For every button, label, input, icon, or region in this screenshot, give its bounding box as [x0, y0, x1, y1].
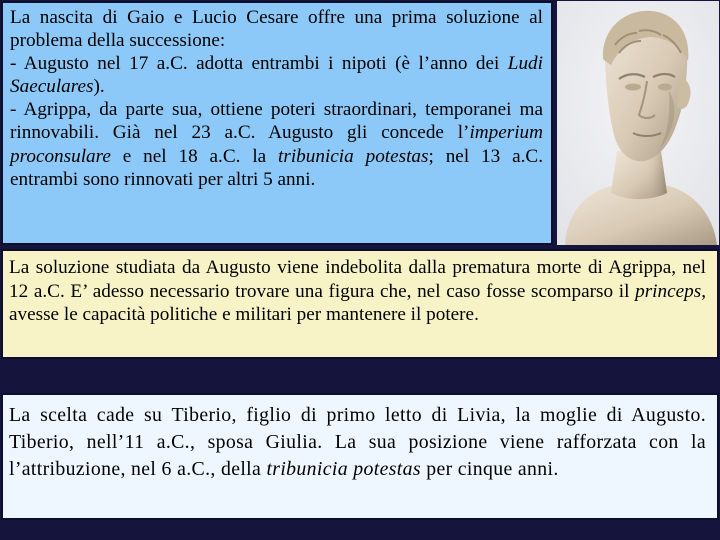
text-box-succession — [1, 1, 553, 245]
text-box-agrippa-death — [1, 249, 719, 359]
paragraph-tiberio — [9, 402, 706, 482]
paragraph-intro — [10, 6, 543, 52]
ludi-saeculares-text: Ludi Saeculares — [10, 53, 543, 98]
agrippa-death-text: La soluzione studiata da Augusto viene indebolita dalla prematura morte di Agrippa, nel 12 a.C. E’ adesso necessario trovare una figura che, nel caso fosse scomparso il — [9, 257, 706, 302]
bust-illustration — [557, 1, 719, 245]
tribunicia-potestas-text: tribunicia potestas — [266, 457, 421, 480]
imperium-text: imperium proconsulare — [10, 122, 543, 167]
augustus-bust-image — [557, 1, 719, 245]
augusto-text: - Augusto nel 17 a.C. adotta entrambi i nipoti (è l’anno dei — [10, 53, 508, 75]
tribunicia-text: tribunicia potestas — [278, 145, 429, 167]
agrippa-text-end: ; nel 13 a.C. entrambi sono rinnovati per altri 5 anni. — [10, 145, 543, 190]
princeps-text: princeps — [635, 280, 702, 302]
intro-text: La nascita di Gaio e Lucio Cesare offre una prima soluzione al problema della successione: — [10, 7, 543, 52]
text-box-tiberio — [1, 393, 719, 520]
tiberio-text: La scelta cade su Tiberio, figlio di primo letto di Livia, la moglie di Augusto. Tiberio, nell’11 a.C., sposa Giulia. La sua posizione viene rafforzata con la l’attribuzione, nel 6 a.C., della — [9, 404, 706, 480]
agrippa-text: - Agrippa, da parte sua, ottiene poteri straordinari, temporanei ma rinnovabili. Già nel 23 a.C. Augusto gli concede l’ — [10, 99, 543, 144]
agrippa-text-mid: e nel 18 a.C. la — [110, 145, 279, 167]
tiberio-text-end: per cinque anni. — [420, 457, 559, 480]
agrippa-death-text-end: , avesse le capacità politiche e militari per mantenere il potere. — [9, 280, 706, 326]
paragraph-augusto — [10, 52, 543, 98]
paragraph-agrippa-death — [9, 256, 706, 327]
paragraph-agrippa — [10, 98, 543, 190]
augusto-text-end: ). — [93, 76, 105, 98]
